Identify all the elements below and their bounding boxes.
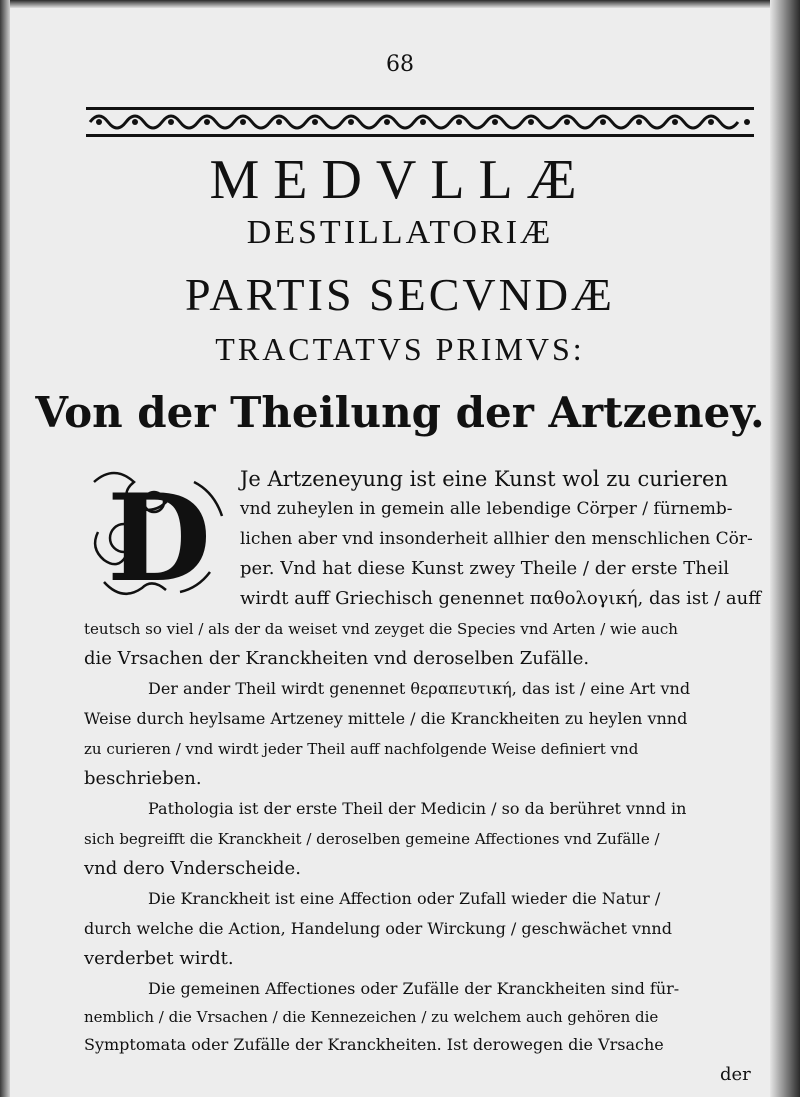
title-destillatoriae: DESTILLATORIÆ: [246, 214, 554, 251]
body-line-13: sich begreifft die Kranckheit / deroselben gemeine Affectiones vnd Zufälle /: [84, 830, 660, 848]
body-line-1: Je Artzeneyung ist eine Kunst wol zu curieren: [240, 467, 728, 491]
title-medullae: MEDVLLÆ: [209, 149, 591, 211]
title-partis-secundae: PARTIS SECVNDÆ: [185, 269, 615, 320]
page-top-shadow: [0, 0, 800, 8]
body-line-15: Die Kranckheit ist eine Affection oder Zufall wieder die Natur /: [148, 889, 661, 908]
body-line-8: Der ander Theil wirdt genennet θεραπευτική, das ist / eine Art vnd: [148, 679, 691, 698]
body-line-5: wirdt auff Griechisch genennet παθολογική, das ist / auff: [240, 588, 762, 609]
svg-text:D: D: [106, 468, 212, 609]
body-line-14: vnd dero Vnderscheide.: [84, 858, 301, 879]
ornamental-border-band: [86, 104, 754, 140]
body-line-3: lichen aber vnd insonderheit allhier den menschlichen Cör-: [240, 529, 753, 549]
body-line-19: nemblich / die Vrsachen / die Kennezeichen / zu welchem auch gehören die: [84, 1008, 659, 1026]
body-line-6: teutsch so viel / als der da weiset vnd zeyget die Species vnd Arten / wie auch: [84, 620, 678, 638]
body-line-20: Symptomata oder Zufälle der Kranckheiten. Ist derowegen die Vrsache: [84, 1035, 664, 1054]
body-line-16: durch welche die Action, Handelung oder Wirckung / geschwächet vnnd: [84, 919, 672, 938]
title-tractatus-primus: TRACTATVS PRIMVS:: [215, 331, 585, 367]
body-line-10: zu curieren / vnd wirdt jeder Theil auff nachfolgende Weise definiert vnd: [84, 740, 639, 758]
body-line-7: die Vrsachen der Kranckheiten vnd deroselben Zufälle.: [84, 648, 590, 669]
body-line-12: Pathologia ist der erste Theil der Medicin / so da berühret vnnd in: [148, 799, 687, 818]
body-line-11: beschrieben.: [84, 768, 202, 789]
chapter-heading: Von der Theilung der Artzeney.: [35, 388, 765, 437]
body-line-4: per. Vnd hat diese Kunst zwey Theile / der erste Theil: [240, 558, 730, 579]
body-line-18: Die gemeinen Affectiones oder Zufälle der Kranckheiten sind für-: [148, 979, 680, 998]
body-line-9: Weise durch heylsame Artzeney mittele / die Kranckheiten zu heylen vnnd: [84, 709, 688, 728]
catchword: der: [720, 1064, 751, 1085]
body-line-17: verderbet wirdt.: [84, 948, 234, 969]
decorated-initial-letter: [84, 462, 234, 612]
body-line-2: vnd zuheylen in gemein alle lebendige Cörper / fürnemb-: [240, 499, 733, 519]
page-number: 68: [386, 52, 414, 77]
